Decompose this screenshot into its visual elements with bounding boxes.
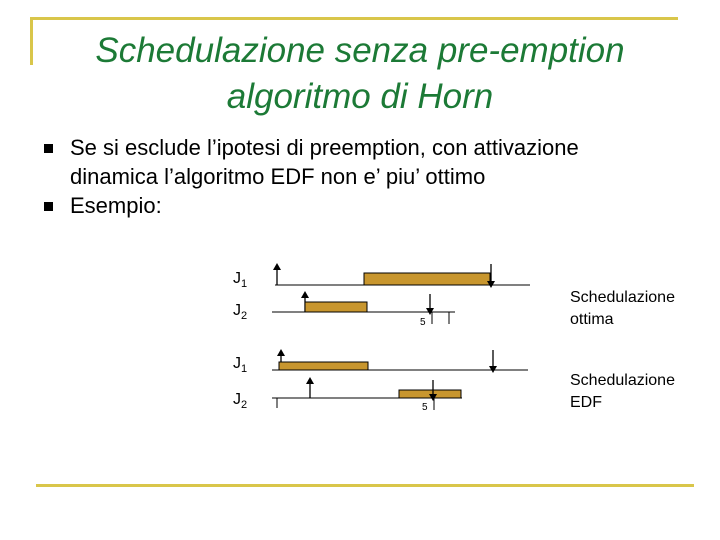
j1-edf-execution-bar	[279, 362, 368, 370]
tick-label-5-optimal: 5	[420, 317, 426, 328]
bullet-2-line-1: Esempio:	[70, 193, 162, 218]
job-label-j1-optimal: $J_1$	[233, 270, 248, 290]
j1-edf-release-arrowhead	[277, 349, 285, 356]
bullet-1-line-1: Se si esclude l’ipotesi di preemption, con attivazione	[70, 135, 579, 160]
optimal-caption-line-1: Schedulazione	[570, 289, 675, 306]
title-line-1: Schedulazione senza pre-emption	[95, 31, 625, 70]
j2-edf-release-arrowhead	[306, 377, 314, 384]
edf-caption-line-2: EDF	[570, 394, 602, 411]
optimal-caption-line-2: ottima	[570, 311, 614, 328]
tick-label-5-edf: 5	[422, 402, 428, 413]
edf-caption-line-1: Schedulazione	[570, 372, 675, 389]
j2-optimal-execution-bar	[305, 302, 367, 312]
title-line-2: algoritmo di Horn	[226, 77, 494, 116]
j1-optimal-execution-bar	[364, 273, 490, 285]
job-label-j1-edf: $J_1$	[233, 355, 248, 375]
j2-optimal-release-arrowhead	[301, 291, 309, 298]
j1-optimal-release-arrowhead	[273, 263, 281, 270]
job-label-j2-edf: $J_2$	[233, 391, 248, 411]
bullet-1-line-2: dinamica l’algoritmo EDF non e’ piu’ ottimo	[70, 164, 486, 189]
job-label-j2-optimal: $J_2$	[233, 302, 248, 322]
